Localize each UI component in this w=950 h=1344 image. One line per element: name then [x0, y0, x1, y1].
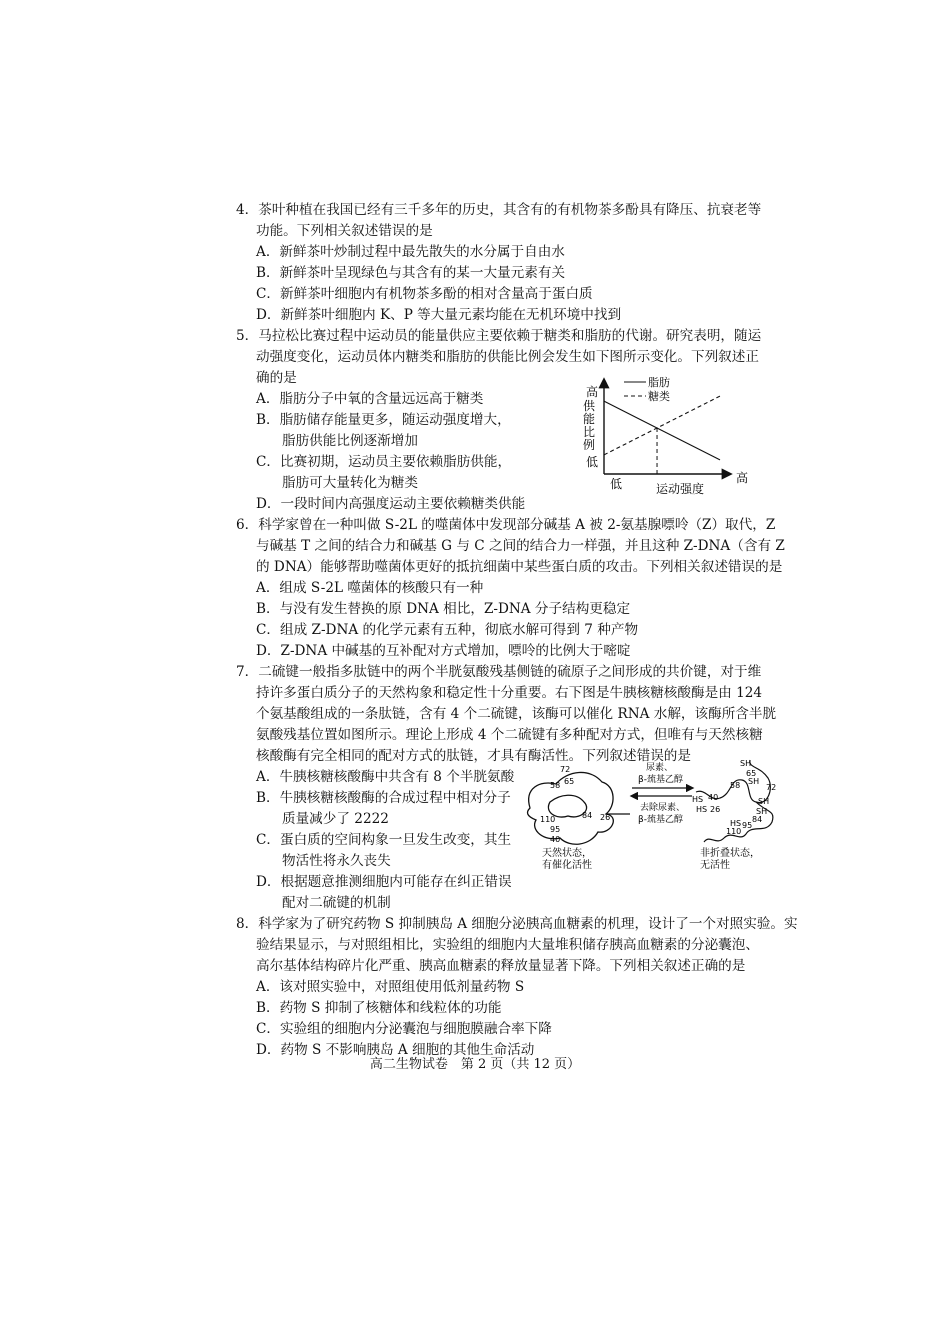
x-axis-label: 运动强度 [655, 482, 705, 496]
q7-option-a: A．牛胰核糖核酸酶中共含有 8 个半胱氨酸 [256, 769, 515, 785]
native-res-84: 84 [582, 811, 593, 820]
q8-option-a: A．该对照实验中，对照组使用低剂量药物 S [256, 979, 525, 995]
q4-option-d: D．新鲜茶叶细胞内 K、P 等大量元素均能在无机环境中找到 [256, 307, 622, 323]
q7-option-c-cont: 物活性将永久丧失 [282, 853, 391, 869]
q8-stem-line: 高尔基体结构碎片化严重、胰高血糖素的释放量显著下降。下列相关叙述正确的是 [256, 958, 746, 974]
q7-stem-line: 持许多蛋白质分子的天然构象和稳定性十分重要。右下图是牛胰核糖核酸酶是由 124 [256, 685, 763, 701]
native-caption-2: 有催化活性 [542, 860, 592, 871]
unfolded-label-hs-3: HS [730, 819, 742, 828]
q6-option-c: C．组成 Z-DNA 的化学元素有五种，彻底水解可得到 7 种产物 [256, 622, 639, 638]
native-res-110: 110 [540, 815, 556, 824]
native-res-95: 95 [550, 825, 561, 834]
series-line-fat [604, 401, 720, 460]
q5-stem-line: 确的是 [256, 370, 297, 386]
q7-option-d: D．根据题意推测细胞内可能存在纠正错误 [256, 874, 512, 890]
unfolded-label-hs-2: HS [696, 805, 708, 814]
q5-option-a: A．脂肪分子中氧的含量远远高于糖类 [256, 391, 484, 407]
q5-stem-line: 5．马拉松比赛过程中运动员的能量供应主要依赖于糖类和脂肪的代谢。研究表明，随运 [236, 328, 762, 344]
q6-stem-line: 6．科学家曾在一种叫做 S-2L 的噬菌体中发现部分碱基 A 被 2-氨基腺嘌呤（Z）取代，Z [236, 517, 776, 533]
y-axis-label: 供能比例 [582, 399, 596, 452]
series-line-sugar [604, 396, 720, 455]
q4-stem-line: 功能。下列相关叙述错误的是 [256, 223, 433, 239]
native-res-72: 72 [560, 765, 571, 774]
ribonuclease-diagram [520, 758, 782, 876]
q6-stem-line: 与碱基 T 之间的结合力和碱基 G 与 C 之间的结合力一样强，并且这种 Z-DNA（含有 Z [256, 538, 785, 554]
q7-option-b-cont: 质量减少了 2222 [282, 811, 389, 827]
q8-stem-line: 8．科学家为了研究药物 S 抑制胰岛 A 细胞分泌胰高血糖素的机理，设计了一个对照实验。实 [236, 916, 798, 932]
native-res-58: 58 [550, 781, 561, 790]
q8-stem-line: 验结果显示，与对照组相比，实验组的细胞内大量堆积储存胰高血糖素的分泌囊泡、 [256, 937, 759, 953]
unfolded-label-sh-2: SH [748, 777, 760, 786]
unfolded-label-sh-4: SH [756, 807, 768, 816]
q8-option-c: C．实验组的细胞内分泌囊泡与细胞膜融合率下降 [256, 1021, 552, 1037]
q4-option-a: A．新鲜茶叶炒制过程中最先散失的水分属于自由水 [256, 244, 565, 260]
unfolded-label-sh-3: SH [758, 797, 770, 806]
q6-stem-line: 的 DNA）能够帮助噬菌体更好的抵抗细菌中某些蛋白质的攻击。下列相关叙述错误的是 [256, 559, 783, 575]
energy-ratio-chart [570, 374, 770, 500]
q5-stem-line: 动强度变化，运动员体内糖类和脂肪的供能比例会发生如下图所示变化。下列叙述正 [256, 349, 759, 365]
arrow-top-label-2: β-巯基乙醇 [638, 775, 683, 785]
native-res-40: 40 [550, 835, 561, 844]
native-res-26: 26 [600, 813, 611, 822]
q5-option-d: D．一段时间内高强度运动主要依赖糖类供能 [256, 496, 526, 512]
native-res-65: 65 [564, 777, 575, 786]
q8-option-b: B．药物 S 抑制了核糖体和线粒体的功能 [256, 1000, 502, 1016]
q6-option-b: B．与没有发生替换的原 DNA 相比，Z-DNA 分子结构更稳定 [256, 601, 631, 617]
legend-label-fat: 脂肪 [648, 376, 670, 389]
unfolded-label-84: 84 [752, 815, 763, 824]
unfolded-label-72: 72 [766, 783, 777, 792]
q4-option-b: B．新鲜茶叶呈现绿色与其含有的某一大量元素有关 [256, 265, 566, 281]
native-caption-1: 天然状态， [542, 848, 592, 859]
arrow-bottom-label-1: 去除尿素、 [640, 803, 686, 813]
unfolded-caption-1: 非折叠状态， [700, 848, 760, 859]
x-tick-high: 高 [735, 471, 749, 485]
unfolded-label-26: 26 [710, 805, 721, 814]
y-tick-high: 高 [585, 385, 599, 399]
q6-option-a: A．组成 S-2L 噬菌体的核酸只有一种 [256, 580, 484, 596]
unfolded-label-95: 95 [742, 821, 753, 830]
legend-label-sugar: 糖类 [648, 390, 670, 403]
q4-option-c: C．新鲜茶叶细胞内有机物茶多酚的相对含量高于蛋白质 [256, 286, 593, 302]
q7-stem-line: 7．二硫键一般指多肽链中的两个半胱氨酸残基侧链的硫原子之间形成的共价键，对于维 [236, 664, 762, 680]
arrow-bottom-label-2: β-巯基乙醇 [638, 815, 683, 825]
q5-option-b: B．脂肪储存能量更多，随运动强度增大， [256, 412, 511, 428]
q7-stem-line: 核酸酶有完全相同的配对方式的肽链，才具有酶活性。下列叙述错误的是 [256, 748, 691, 764]
arrow-top-label-1: 尿素、 [646, 763, 674, 773]
q8-option-d: D．药物 S 不影响胰岛 A 细胞的其他生命活动 [256, 1042, 535, 1058]
unfolded-caption-2: 无活性 [700, 860, 730, 871]
q5-option-c: C．比赛初期，运动员主要依赖脂肪供能， [256, 454, 512, 470]
y-tick-low: 低 [585, 455, 599, 469]
q7-option-d-cont: 配对二硫键的机制 [282, 895, 391, 911]
q7-option-b: B．牛胰核糖核酸酶的合成过程中相对分子 [256, 790, 511, 806]
unfolded-label-65: 65 [746, 769, 757, 778]
q5-option-b-cont: 脂肪供能比例逐渐增加 [282, 433, 418, 449]
unfolded-label-hs-1: HS [692, 795, 704, 804]
unfolded-label-110: 110 [726, 827, 742, 836]
page-footer: 高二生物试卷 第 2 页（共 12 页） [369, 1057, 581, 1072]
q7-stem-line: 氨酸残基位置如图所示。理论上形成 4 个二硫键有多种配对方式，但唯有与天然核糖 [256, 727, 763, 743]
q6-option-d: D．Z-DNA 中碱基的互补配对方式增加，嘌呤的比例大于嘧啶 [256, 643, 631, 659]
unfolded-label-40: 40 [708, 793, 719, 802]
unfolded-label-58: 58 [730, 781, 741, 790]
x-tick-low: 低 [609, 477, 623, 491]
unfolded-label-sh-1: SH [740, 759, 752, 768]
q7-option-c: C．蛋白质的空间构象一旦发生改变，其生 [256, 832, 512, 848]
q4-stem-line: 4．茶叶种植在我国已经有三千多年的历史，其含有的有机物茶多酚具有降压、抗衰老等 [236, 202, 762, 218]
q7-stem-line: 个氨基酸组成的一条肽链，含有 4 个二硫键，该酶可以催化 RNA 水解，该酶所含半胱 [256, 706, 777, 722]
q5-option-c-cont: 脂肪可大量转化为糖类 [282, 475, 418, 491]
